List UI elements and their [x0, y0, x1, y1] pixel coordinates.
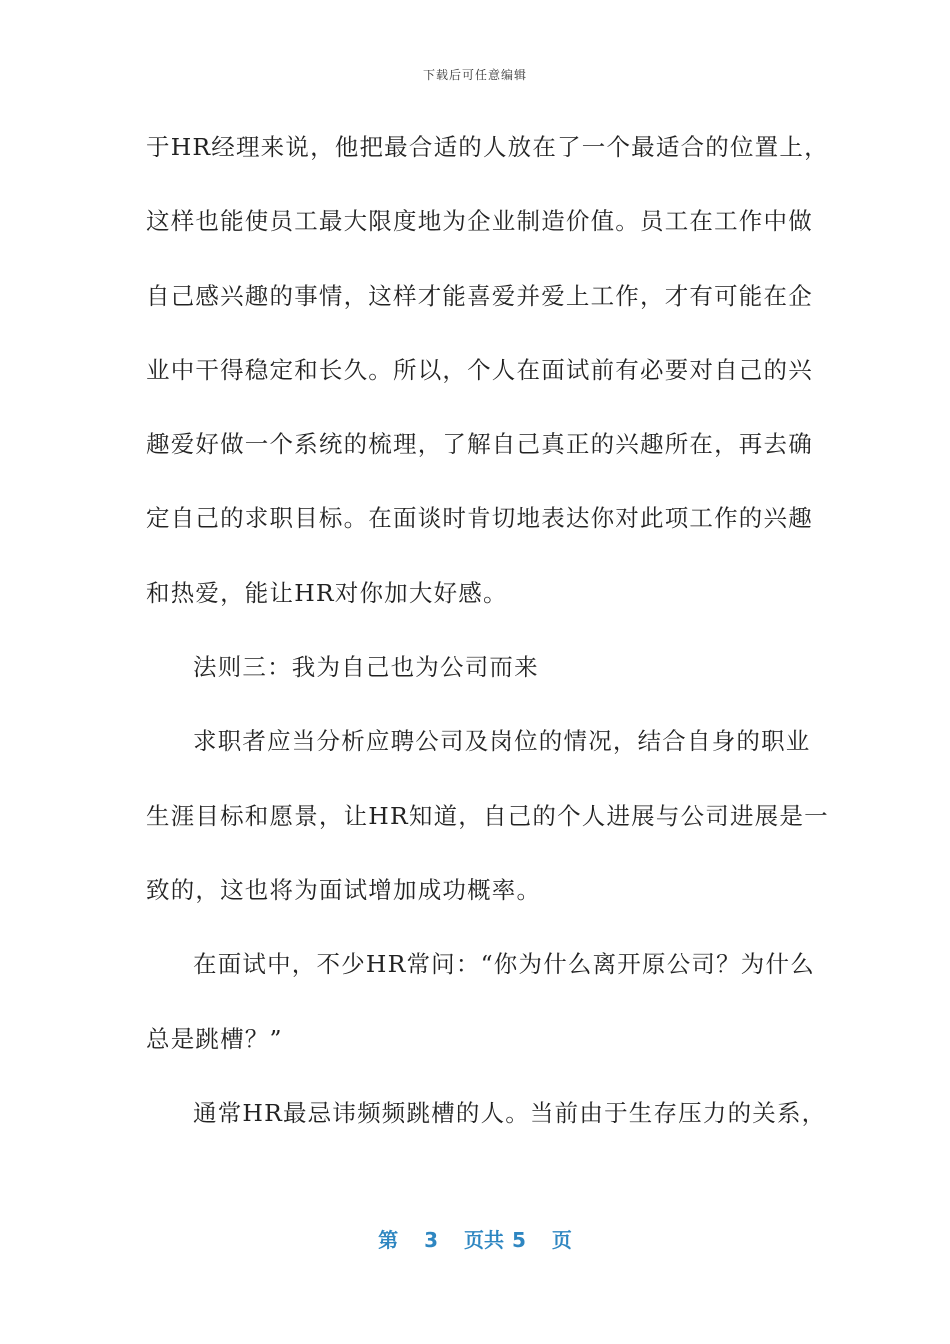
- footer-label-page-total: 页共: [464, 1228, 504, 1252]
- footer-label-page: 页: [551, 1228, 572, 1252]
- page-header: 下载后可任意编辑: [422, 68, 527, 82]
- paragraph-line: 业中干得稳定和长久。所以，个人在面试前有必要对自己的兴: [146, 355, 813, 384]
- paragraph-line: 总是跳槽？”: [146, 1024, 283, 1053]
- paragraph-line: 在面试中，不少HR常问：“你为什么离开原公司？为什么: [193, 950, 815, 979]
- paragraph-line: 于HR经理来说，他把最合适的人放在了一个最适合的位置上，: [146, 133, 829, 161]
- paragraph-line: 和热爱，能让HR对你加大好感。: [146, 578, 508, 607]
- paragraph-line: 自己感兴趣的事情，这样才能喜爱并爱上工作，才有可能在企: [146, 281, 813, 310]
- current-page-number: 3: [424, 1228, 438, 1252]
- document-body: [146, 122, 829, 1162]
- paragraph-line: 求职者应当分析应聘公司及岗位的情况，结合自身的职业: [193, 727, 811, 756]
- total-pages-number: 5: [512, 1228, 526, 1252]
- paragraph-line: 致的，这也将为面试增加成功概率。: [146, 875, 542, 904]
- paragraph-line: 通常HR最忌讳频频跳槽的人。当前由于生存压力的关系，: [193, 1098, 827, 1127]
- paragraph-line: 趣爱好做一个系统的梳理，了解自己真正的兴趣所在，再去确: [146, 430, 813, 459]
- footer-label-first: 第: [378, 1228, 399, 1252]
- page-footer: [0, 1224, 950, 1253]
- paragraph-line: 定自己的求职目标。在面谈时肯切地表达你对此项工作的兴趣: [146, 504, 813, 533]
- section-heading: 法则三：我为自己也为公司而来: [193, 653, 539, 682]
- paragraph-line: 生涯目标和愿景，让HR知道，自己的个人进展与公司进展是一: [146, 801, 829, 830]
- paragraph-line: 这样也能使员工最大限度地为企业制造价值。员工在工作中做: [146, 207, 813, 236]
